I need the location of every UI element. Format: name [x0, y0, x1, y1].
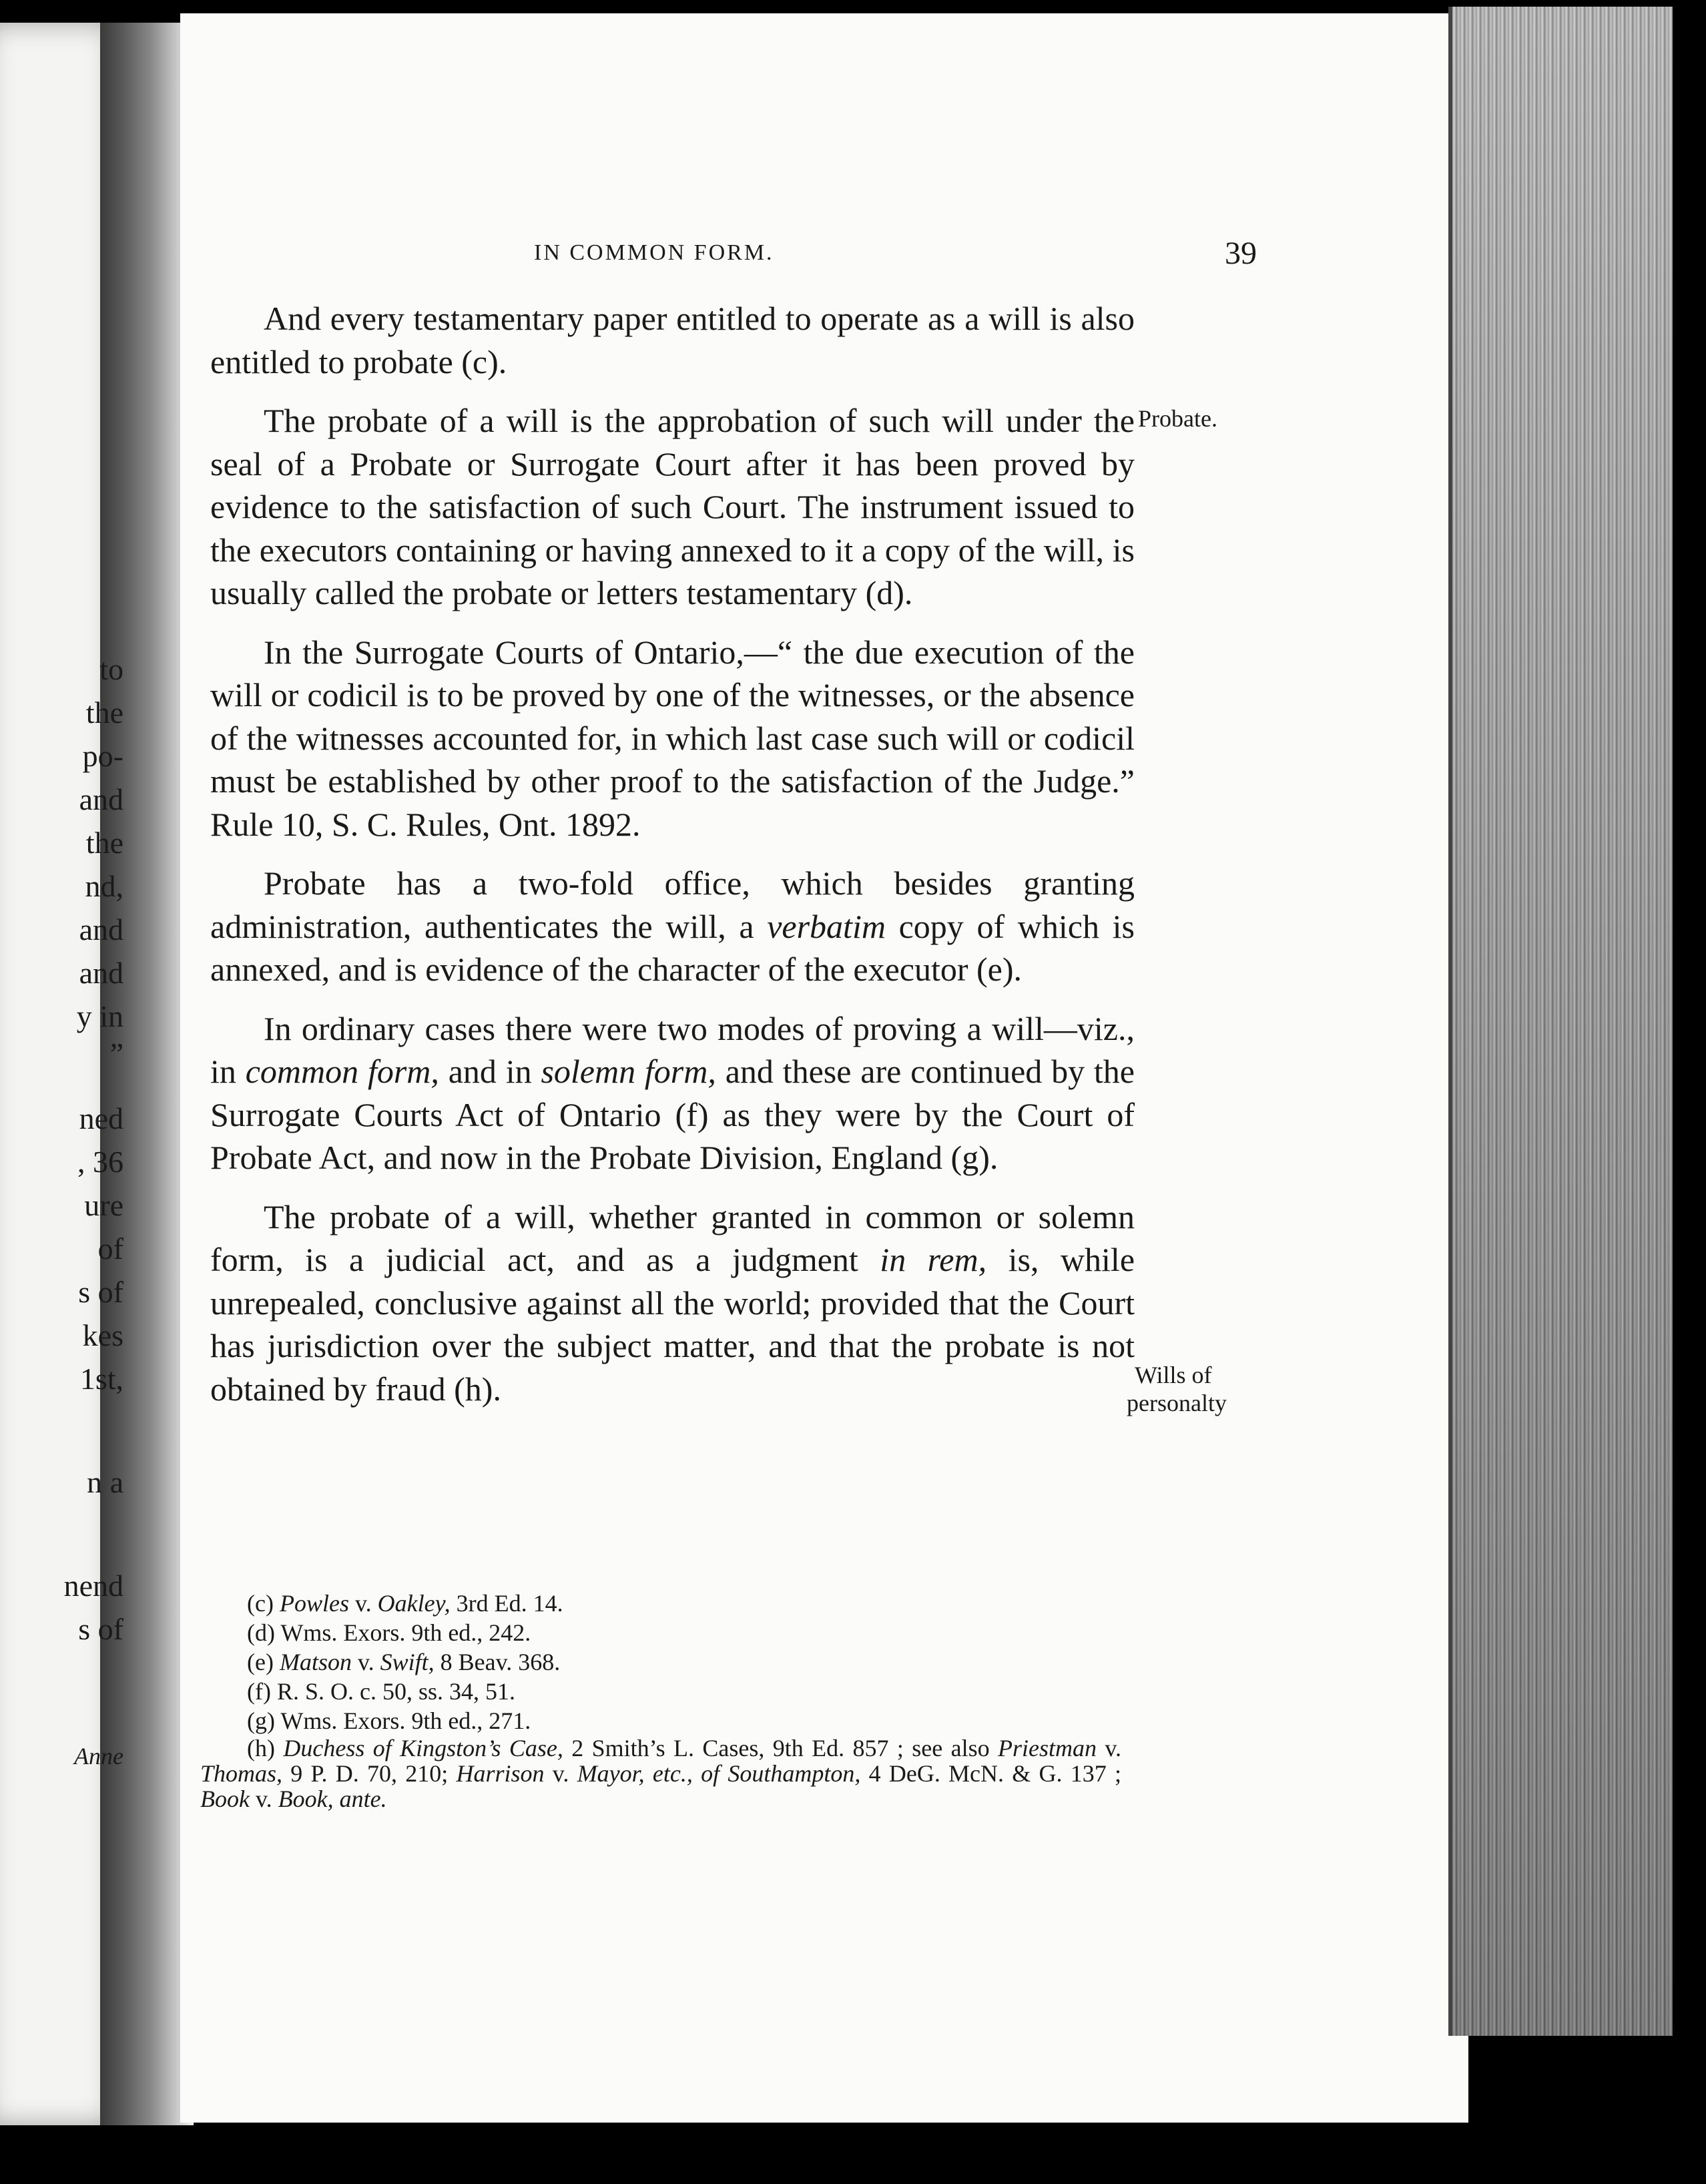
marginal-note-personalty: personalty	[1127, 1390, 1227, 1416]
facing-fragment: and	[79, 912, 123, 946]
paragraph	[210, 1007, 1135, 1179]
text-run: copy of which is annexed, and is evidence of the character of the executor (e).	[210, 907, 1135, 988]
facing-fragment: Anne	[74, 1743, 123, 1769]
facing-fragment: of	[97, 1232, 123, 1266]
footnote	[200, 1706, 1121, 1735]
footnote	[200, 1647, 1121, 1677]
text-run: In ordinary cases there were two modes of proving a will—viz., in	[210, 1009, 1135, 1090]
paragraph: The probate of a will is the approbation of such will under the seal of a Probate or Surrogate Court after it has been proved by evidence to the satisfaction of such Court. The instrument issued to the executors containing or having annexed to it a copy of the will, is usually called the probate or letters testamentary (d).	[210, 402, 1135, 611]
text-run: 9 P. D. 70, 210;	[282, 1760, 457, 1787]
page-number: 39	[1225, 236, 1257, 271]
footnote	[200, 1677, 1121, 1706]
text-run: v.	[348, 1590, 378, 1617]
case-name: Swift,	[380, 1649, 435, 1675]
case-name: Harrison	[456, 1760, 545, 1787]
facing-fragment: 1st,	[79, 1362, 123, 1396]
text-run: Wms. Exors. 9th ed., 271.	[280, 1707, 531, 1734]
case-name: Oakley,	[377, 1590, 451, 1617]
facing-fragment: kes	[82, 1318, 123, 1352]
facing-fragment: y in	[76, 999, 123, 1033]
facing-fragment: ure	[84, 1188, 123, 1222]
footnote	[200, 1735, 1121, 1812]
facing-fragment: and	[79, 782, 123, 816]
case-name: Duchess of Kingston’s Case,	[283, 1735, 563, 1761]
facing-fragment: s of	[78, 1275, 123, 1309]
italic-term: in rem,	[880, 1241, 987, 1278]
case-name: Book, ante.	[278, 1786, 387, 1812]
facing-fragment: ned	[79, 1101, 123, 1135]
case-name: Mayor, etc., of Southampton,	[577, 1760, 861, 1787]
text-run: v.	[544, 1760, 577, 1787]
text-run: and these are continued by the Surrogate Courts Act of Ontario (f) as they were by the Court of Probate Act, and now in the Probate Division, England (g).	[210, 1053, 1135, 1176]
text-run: and in	[439, 1053, 541, 1090]
facing-fragment: the	[85, 696, 123, 730]
footnote-mark: (e)	[247, 1649, 274, 1675]
text-run: is, while unrepealed, conclusive against all the world; provided that the Court has jurisdiction over the subject matter, and that the probate is not obtained by fraud (h).	[210, 1241, 1135, 1408]
italic-term: verbatim	[767, 907, 886, 945]
footnote	[200, 1589, 1121, 1618]
facing-fragment: and	[79, 956, 123, 990]
text-run: 4 DeG. McN. & G. 137 ;	[860, 1760, 1121, 1787]
running-head: IN COMMON FORM.	[534, 240, 774, 265]
text-run: v.	[351, 1649, 380, 1675]
case-name: Book	[200, 1786, 250, 1812]
facing-fragment: nd,	[85, 869, 123, 903]
footnote-mark: (c)	[247, 1590, 274, 1617]
facing-fragment: s of	[78, 1612, 123, 1646]
paragraph: And every testamentary paper entitled to operate as a will is also entitled to probate (c).	[210, 300, 1135, 380]
facing-fragment: po-	[82, 739, 123, 773]
footnote-mark: (f)	[247, 1678, 271, 1705]
footnote-mark: (g)	[247, 1707, 275, 1734]
case-name: Powles	[279, 1590, 349, 1617]
text-run: 2 Smith’s L. Cases, 9th Ed. 857 ; see also	[563, 1735, 998, 1761]
facing-fragment: the	[85, 826, 123, 860]
text-run: The probate of a will, whether granted in common or solemn form, is a judicial act, and as a judgment	[210, 1197, 1135, 1278]
body-text	[210, 297, 1135, 1426]
text-run: 8 Beav. 368.	[434, 1649, 561, 1675]
footnotes	[200, 1589, 1121, 1812]
case-name: Thomas,	[200, 1760, 283, 1787]
case-name: Matson	[279, 1649, 352, 1675]
facing-fragment: ”	[109, 1037, 123, 1071]
facing-fragment: to	[99, 652, 123, 686]
paragraph	[210, 862, 1135, 991]
paragraph	[210, 1195, 1135, 1411]
facing-fragment: n a	[87, 1465, 123, 1499]
paragraph: In the Surrogate Courts of Ontario,—“ the due execution of the will or codicil is to be proved by one of the witnesses, or the absence of the witnesses accounted for, in which last case such will or codicil must be established by other proof to the satisfaction of the Judge.” Rule 10, S. C. Rules, Ont. 1892.	[210, 633, 1135, 843]
text-run: R. S. O. c. 50, ss. 34, 51.	[276, 1678, 515, 1705]
italic-term: common form,	[245, 1053, 439, 1090]
page-edges	[1448, 7, 1673, 2036]
italic-term: solemn form,	[541, 1053, 716, 1090]
text-run: Probate has a two-fold office, which besides granting administration, authenticates the will, a	[210, 864, 1135, 945]
text-run: v.	[249, 1786, 278, 1812]
facing-fragment: nend	[63, 1569, 123, 1603]
footnote-mark: (d)	[247, 1619, 275, 1646]
text-run: 3rd Ed. 14.	[450, 1590, 563, 1617]
text-run: Wms. Exors. 9th ed., 242.	[280, 1619, 531, 1646]
marginal-note-probate: Probate.	[1138, 405, 1217, 432]
marginal-note-wills-of: Wills of	[1135, 1362, 1212, 1388]
footnote	[200, 1618, 1121, 1647]
footnote-mark: (h)	[247, 1735, 275, 1761]
case-name: Priestman	[997, 1735, 1097, 1761]
text-run: v.	[1096, 1735, 1122, 1761]
facing-fragment: , 36	[77, 1145, 123, 1179]
